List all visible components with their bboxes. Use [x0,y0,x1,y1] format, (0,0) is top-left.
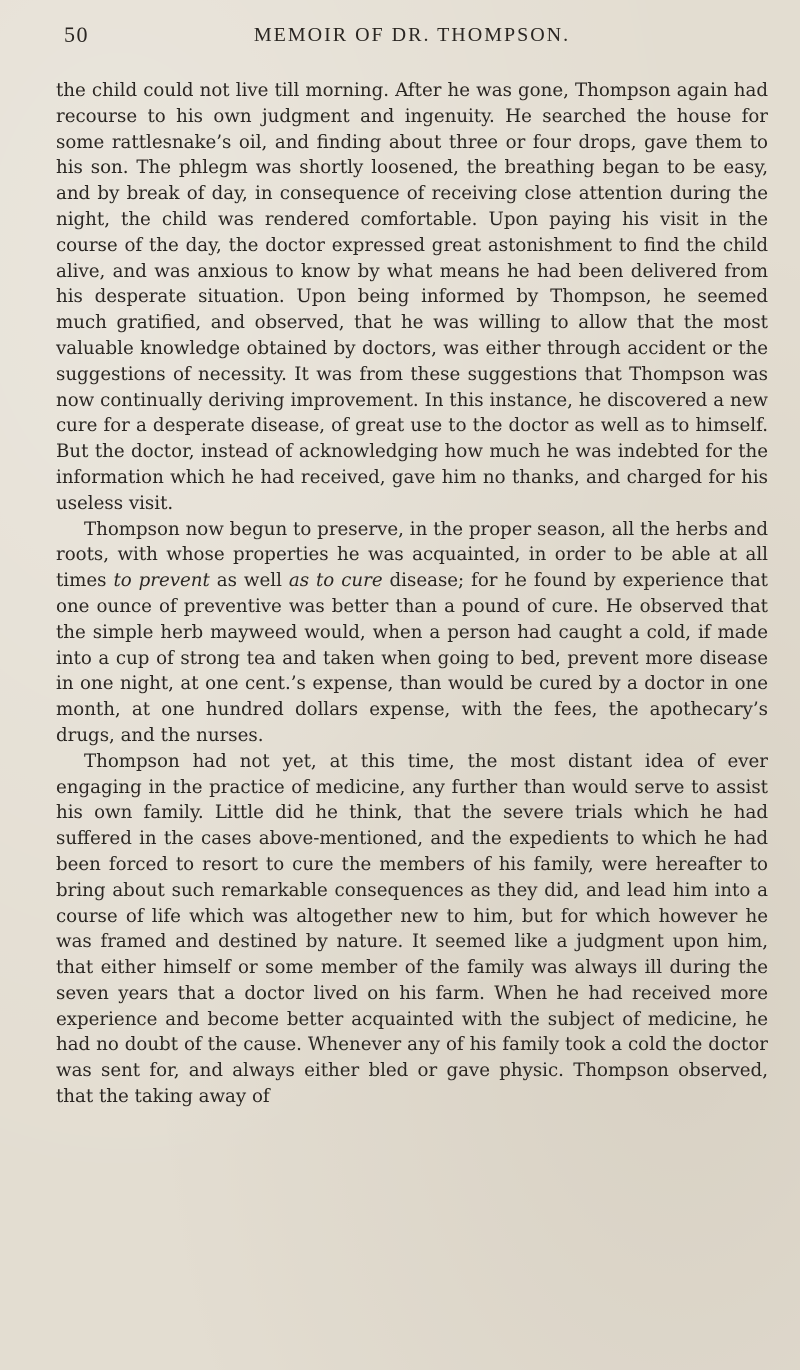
running-head [64,22,760,52]
paragraph-2: Thompson now begun to preserve, in the proper season, all the herbs and roots, with whose properties he was acquainted, in order to be able at all times to prevent as well as to cure disease; for he found by experience that one ounce of preventive was better than a pound of cure. He observed that the simple herb mayweed would, when a person had caught a cold, if made into a cup of strong tea and taken when going to bed, prevent more disease in one night, at one cent.’s expense, than would be cured by a doctor in one month, at one hundred dollars expense, with the fees, the apothecary’s drugs, and the nurses. [56,518,768,746]
paragraph-3: Thompson had not yet, at this time, the most distant idea of ever engaging in the practice of medicine, any further than would serve to assist his own family. Little did he think, that the severe trials which he had suffered in the cases above-mentioned, and the expedients to which he had been forced to resort to cure the members of his family, were hereafter to bring about such remarkable consequences as they did, and lead him into a course of life which was altogether new to him, but for which however he was framed and destined by nature. It seemed like a judgment upon him, that either himself or some member of the family was always ill during the seven years that a doctor lived on his farm. When he had received more experience and become better acquainted with the subject of medicine, he had no doubt of the cause. Whenever any of his family took a cold the doctor was sent for, and always either bled or gave physic. Thompson observed, that the taking away of [56,750,768,1108]
page-number: 50 [64,22,89,47]
emphasis-to-prevent: to prevent [113,570,210,592]
paragraph-1: the child could not live till morning. After he was gone, Thompson again had recourse to his own judgment and ingenuity. He searched the house for some rattlesnake’s oil, and finding about three or four drops, gave them to his son. The phlegm was shortly loosened, the breathing began to be easy, and by break of day, in consequence of receiving close attention during the night, the child was rendered comfortable. Upon paying his visit in the course of the day, the doctor expressed great astonishment to find the child alive, and was anxious to know by what means he had been delivered from his desperate situation. Upon being informed by Thompson, he seemed much gratified, and observed, that he was willing to allow that the most valuable knowledge obtained by doctors, was either through accident or the suggestions of necessity. It was from these suggestions that Thompson was now continually deriving improvement. In this instance, he discovered a new cure for a desperate disease, of great use to the doctor as well as to himself. But the doctor, instead of acknowledging how much he was indebted for the information which he had received, gave him no thanks, and charged for his useless visit. [56,80,768,514]
running-title: MEMOIR OF DR. THOMPSON. [253,24,571,46]
emphasis-to-cure: as to cure [288,570,383,592]
body-text [56,78,768,1110]
